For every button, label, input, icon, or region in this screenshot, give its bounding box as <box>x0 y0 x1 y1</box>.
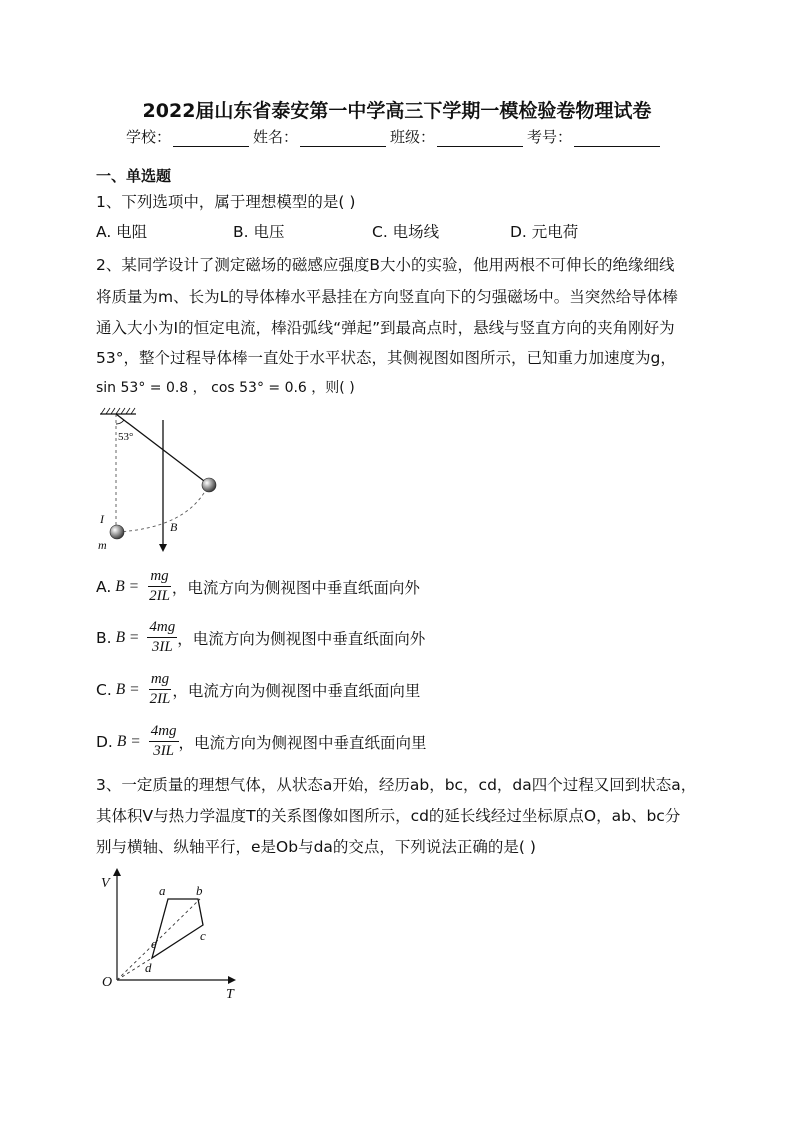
field-label: B <box>170 520 178 534</box>
name-field[interactable] <box>300 130 386 147</box>
id-label: 考号： <box>527 128 573 146</box>
q1-option-b[interactable]: B. 电压 <box>233 223 285 241</box>
origin-label: O <box>102 975 113 990</box>
q2-line-3: 通入大小为I的恒定电流，棒沿弧线“弹起”到最高点时，悬线与竖直方向的夹角刚好为 <box>96 319 675 337</box>
current-label: I <box>100 512 104 526</box>
q2-option-a-fraction <box>147 568 172 605</box>
q2-option-d-den: 3IL <box>153 743 175 759</box>
angle-arc <box>116 420 124 424</box>
q2-option-c-num: mg <box>149 671 171 690</box>
point-e-label: e <box>151 936 157 951</box>
q2-option-b[interactable] <box>96 619 425 656</box>
q2-option-d-num: 4mg <box>149 723 179 742</box>
name-label: 姓名： <box>253 128 299 146</box>
ob-line <box>117 899 200 980</box>
ceiling-hatch <box>101 408 135 414</box>
cycle-path <box>152 899 203 958</box>
q3-line-3: 别与横轴、纵轴平行，e是Ob与da的交点，下列说法正确的是( ) <box>96 838 536 856</box>
ball-rest <box>110 525 124 539</box>
q2-option-d-text: ，电流方向为侧视图中垂直纸面向里 <box>178 733 427 752</box>
t-axis-arrow <box>228 976 236 984</box>
q2-option-a[interactable] <box>96 568 420 605</box>
q2-option-c-fraction <box>148 671 173 708</box>
q2-option-d-letter: D. <box>96 732 113 751</box>
q2-option-c-letter: C. <box>96 680 112 699</box>
q2-option-a-lhs: B = <box>115 577 140 595</box>
q2-option-b-den: 3IL <box>151 639 173 655</box>
t-axis-label: T <box>226 987 234 1002</box>
q3-line-2: 其体积V与热力学温度T的关系图像如图所示，cd的延长线经过坐标原点O，ab、bc分 <box>96 807 681 825</box>
q1-option-c[interactable]: C. 电场线 <box>372 223 440 241</box>
q2-line-4: 53°，整个过程导体棒一直处于水平状态，其侧视图如图所示，已知重力加速度为g， <box>96 349 676 367</box>
class-label: 班级： <box>390 128 436 146</box>
q2-option-b-letter: B. <box>96 628 112 647</box>
field-arrowhead <box>159 544 167 552</box>
q2-option-c-den: 2IL <box>149 691 171 707</box>
point-c-label: c <box>200 928 206 943</box>
q1-option-d[interactable]: D. 元电荷 <box>510 223 579 241</box>
q2-option-c-lhs: B = <box>115 680 140 698</box>
point-d-label: d <box>145 960 152 975</box>
q1-stem: 1、下列选项中，属于理想模型的是( ) <box>96 193 356 211</box>
q2-option-a-den: 2IL <box>149 588 170 604</box>
page-title: 2022届山东省泰安第一中学高三下学期一模检验卷物理试卷 <box>142 100 652 122</box>
school-field[interactable] <box>173 130 249 147</box>
mass-label: m <box>98 538 107 552</box>
q2-option-d-lhs: B = <box>116 732 141 750</box>
q2-option-b-fraction <box>147 619 177 656</box>
q2-option-a-text: ，电流方向为侧视图中垂直纸面向外 <box>171 578 420 597</box>
school-label: 学校： <box>126 128 172 146</box>
ball-raised <box>202 478 216 492</box>
v-axis-arrow <box>113 868 121 876</box>
q2-option-a-letter: A. <box>96 577 112 596</box>
q2-option-c-text: ，电流方向为侧视图中垂直纸面向里 <box>172 681 421 700</box>
student-info-row <box>126 126 664 147</box>
class-field[interactable] <box>437 130 523 147</box>
id-field[interactable] <box>574 130 660 147</box>
vt-graph-figure <box>96 868 246 1004</box>
q2-option-b-text: ，电流方向为侧视图中垂直纸面向外 <box>177 629 426 648</box>
point-a-label: a <box>159 883 166 898</box>
section-heading: 一、单选题 <box>96 167 172 185</box>
angle-label: 53° <box>118 431 134 443</box>
q2-option-d-fraction <box>149 723 179 760</box>
q1-option-a[interactable]: A. 电阻 <box>96 223 148 241</box>
q2-line-1: 2、某同学设计了测定磁场的磁感应强度B大小的实验，他用两根不可伸长的绝缘细线 <box>96 256 675 274</box>
pendulum-figure <box>92 404 232 556</box>
q2-option-b-lhs: B = <box>115 628 140 646</box>
q3-line-1: 3、一定质量的理想气体，从状态a开始，经历ab，bc，cd，da四个过程又回到状态a， <box>96 776 697 794</box>
q2-option-d[interactable] <box>96 723 427 760</box>
v-axis-label: V <box>101 876 110 891</box>
pendulum-string <box>116 414 208 484</box>
q2-option-b-num: 4mg <box>147 619 177 638</box>
point-b-label: b <box>196 883 203 898</box>
q2-line-5: sin 53° = 0.8 ， cos 53° = 0.6 ，则( ) <box>96 380 355 396</box>
q2-option-a-num: mg <box>148 568 170 587</box>
q2-option-c[interactable] <box>96 671 420 708</box>
q2-line-2: 将质量为m、长为L的导体棒水平悬挂在方向竖直向下的匀强磁场中。当突然给导体棒 <box>96 288 678 306</box>
